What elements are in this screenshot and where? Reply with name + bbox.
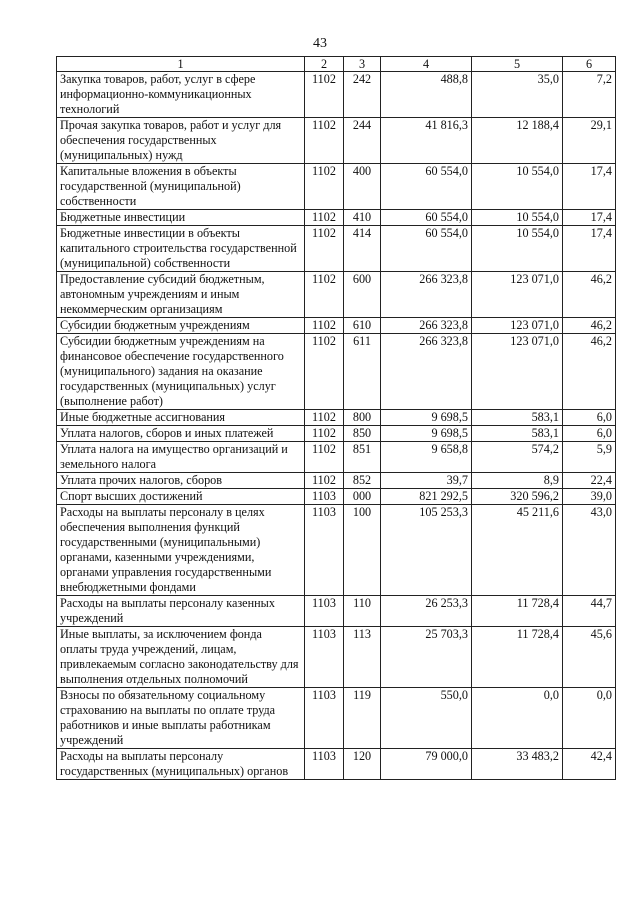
section-code-cell: 1102 (305, 410, 344, 426)
execution-percent-cell: 39,0 (563, 489, 616, 505)
execution-percent-cell: 29,1 (563, 118, 616, 164)
planned-amount-cell: 266 323,8 (381, 272, 472, 318)
execution-percent-cell: 22,4 (563, 473, 616, 489)
expense-type-code-cell: 100 (344, 505, 381, 596)
planned-amount-cell: 26 253,3 (381, 596, 472, 627)
expense-type-code-cell: 119 (344, 688, 381, 749)
table-row (57, 164, 616, 210)
actual-amount-cell: 123 071,0 (472, 334, 563, 410)
planned-amount-cell: 105 253,3 (381, 505, 472, 596)
actual-amount-cell: 10 554,0 (472, 164, 563, 210)
table-row (57, 688, 616, 749)
expense-type-code-cell: 242 (344, 72, 381, 118)
expense-type-code-cell: 414 (344, 226, 381, 272)
expense-name-cell: Взносы по обязательному социальному страхованию на выплаты по оплате труда работников и иные выплаты работникам учреждений (57, 688, 305, 749)
execution-percent-cell: 46,2 (563, 334, 616, 410)
planned-amount-cell: 39,7 (381, 473, 472, 489)
planned-amount-cell: 9 658,8 (381, 442, 472, 473)
expense-type-code-cell: 244 (344, 118, 381, 164)
planned-amount-cell: 821 292,5 (381, 489, 472, 505)
expense-type-code-cell: 000 (344, 489, 381, 505)
expense-type-code-cell: 120 (344, 749, 381, 780)
section-code-cell: 1102 (305, 226, 344, 272)
expense-name-cell: Закупка товаров, работ, услуг в сфере информационно-коммуникационных технологий (57, 72, 305, 118)
section-code-cell: 1103 (305, 688, 344, 749)
expense-type-code-cell: 852 (344, 473, 381, 489)
section-code-cell: 1102 (305, 210, 344, 226)
table-row (57, 334, 616, 410)
column-header: 2 (305, 57, 344, 72)
section-code-cell: 1102 (305, 164, 344, 210)
actual-amount-cell: 583,1 (472, 410, 563, 426)
planned-amount-cell: 488,8 (381, 72, 472, 118)
table-row (57, 72, 616, 118)
section-code-cell: 1102 (305, 334, 344, 410)
table-row (57, 210, 616, 226)
section-code-cell: 1103 (305, 505, 344, 596)
section-code-cell: 1102 (305, 118, 344, 164)
expense-type-code-cell: 850 (344, 426, 381, 442)
actual-amount-cell: 10 554,0 (472, 226, 563, 272)
expense-name-cell: Уплата налогов, сборов и иных платежей (57, 426, 305, 442)
column-header: 1 (57, 57, 305, 72)
expense-name-cell: Расходы на выплаты персоналу государственных (муниципальных) органов (57, 749, 305, 780)
execution-percent-cell: 45,6 (563, 627, 616, 688)
expense-name-cell: Бюджетные инвестиции (57, 210, 305, 226)
table-row (57, 749, 616, 780)
actual-amount-cell: 123 071,0 (472, 318, 563, 334)
budget-table (56, 56, 616, 780)
planned-amount-cell: 25 703,3 (381, 627, 472, 688)
section-code-cell: 1103 (305, 627, 344, 688)
execution-percent-cell: 46,2 (563, 272, 616, 318)
planned-amount-cell: 550,0 (381, 688, 472, 749)
expense-name-cell: Уплата прочих налогов, сборов (57, 473, 305, 489)
planned-amount-cell: 9 698,5 (381, 426, 472, 442)
expense-name-cell: Капитальные вложения в объекты государственной (муниципальной) собственности (57, 164, 305, 210)
actual-amount-cell: 33 483,2 (472, 749, 563, 780)
page-number: 43 (313, 36, 327, 51)
table-row (57, 118, 616, 164)
expense-name-cell: Прочая закупка товаров, работ и услуг для обеспечения государственных (муниципальных) нужд (57, 118, 305, 164)
actual-amount-cell: 45 211,6 (472, 505, 563, 596)
table-row (57, 596, 616, 627)
execution-percent-cell: 43,0 (563, 505, 616, 596)
section-code-cell: 1102 (305, 426, 344, 442)
actual-amount-cell: 320 596,2 (472, 489, 563, 505)
expense-name-cell: Расходы на выплаты персоналу в целях обеспечения выполнения функций государственными (муниципальными) органами, казенными учреждениями, органами управления государственными внебюджетными фондами (57, 505, 305, 596)
execution-percent-cell: 44,7 (563, 596, 616, 627)
planned-amount-cell: 60 554,0 (381, 210, 472, 226)
expense-type-code-cell: 610 (344, 318, 381, 334)
actual-amount-cell: 574,2 (472, 442, 563, 473)
execution-percent-cell: 6,0 (563, 410, 616, 426)
actual-amount-cell: 10 554,0 (472, 210, 563, 226)
column-header: 4 (381, 57, 472, 72)
table-row (57, 442, 616, 473)
table-row (57, 272, 616, 318)
column-header: 6 (563, 57, 616, 72)
execution-percent-cell: 7,2 (563, 72, 616, 118)
actual-amount-cell: 35,0 (472, 72, 563, 118)
section-code-cell: 1102 (305, 473, 344, 489)
execution-percent-cell: 6,0 (563, 426, 616, 442)
expense-type-code-cell: 800 (344, 410, 381, 426)
table-body (57, 72, 616, 780)
actual-amount-cell: 11 728,4 (472, 596, 563, 627)
expense-type-code-cell: 110 (344, 596, 381, 627)
execution-percent-cell: 42,4 (563, 749, 616, 780)
expense-name-cell: Иные бюджетные ассигнования (57, 410, 305, 426)
expense-name-cell: Спорт высших достижений (57, 489, 305, 505)
expense-type-code-cell: 600 (344, 272, 381, 318)
table-row (57, 318, 616, 334)
execution-percent-cell: 5,9 (563, 442, 616, 473)
actual-amount-cell: 12 188,4 (472, 118, 563, 164)
section-code-cell: 1102 (305, 442, 344, 473)
expense-name-cell: Уплата налога на имущество организаций и земельного налога (57, 442, 305, 473)
expense-name-cell: Расходы на выплаты персоналу казенных учреждений (57, 596, 305, 627)
table-row (57, 226, 616, 272)
column-header: 3 (344, 57, 381, 72)
planned-amount-cell: 41 816,3 (381, 118, 472, 164)
planned-amount-cell: 9 698,5 (381, 410, 472, 426)
execution-percent-cell: 0,0 (563, 688, 616, 749)
table-row (57, 426, 616, 442)
expense-name-cell: Предоставление субсидий бюджетным, автономным учреждениям и иным некоммерческим организациям (57, 272, 305, 318)
execution-percent-cell: 17,4 (563, 164, 616, 210)
table-row (57, 505, 616, 596)
actual-amount-cell: 11 728,4 (472, 627, 563, 688)
header-row (57, 57, 616, 72)
planned-amount-cell: 60 554,0 (381, 164, 472, 210)
table-row (57, 410, 616, 426)
expense-type-code-cell: 851 (344, 442, 381, 473)
expense-name-cell: Субсидии бюджетным учреждениям (57, 318, 305, 334)
planned-amount-cell: 79 000,0 (381, 749, 472, 780)
expense-name-cell: Иные выплаты, за исключением фонда оплаты труда учреждений, лицам, привлекаемым согласно законодательству для выполнения отдельных полномочий (57, 627, 305, 688)
section-code-cell: 1102 (305, 318, 344, 334)
expense-name-cell: Бюджетные инвестиции в объекты капитального строительства государственной (муниципальной) собственности (57, 226, 305, 272)
section-code-cell: 1103 (305, 596, 344, 627)
table-row (57, 489, 616, 505)
expense-type-code-cell: 113 (344, 627, 381, 688)
section-code-cell: 1102 (305, 272, 344, 318)
execution-percent-cell: 46,2 (563, 318, 616, 334)
column-header: 5 (472, 57, 563, 72)
table-row (57, 473, 616, 489)
execution-percent-cell: 17,4 (563, 226, 616, 272)
section-code-cell: 1103 (305, 749, 344, 780)
section-code-cell: 1103 (305, 489, 344, 505)
expense-type-code-cell: 410 (344, 210, 381, 226)
actual-amount-cell: 583,1 (472, 426, 563, 442)
actual-amount-cell: 8,9 (472, 473, 563, 489)
execution-percent-cell: 17,4 (563, 210, 616, 226)
planned-amount-cell: 60 554,0 (381, 226, 472, 272)
section-code-cell: 1102 (305, 72, 344, 118)
actual-amount-cell: 123 071,0 (472, 272, 563, 318)
expense-type-code-cell: 611 (344, 334, 381, 410)
actual-amount-cell: 0,0 (472, 688, 563, 749)
planned-amount-cell: 266 323,8 (381, 318, 472, 334)
planned-amount-cell: 266 323,8 (381, 334, 472, 410)
table-row (57, 627, 616, 688)
expense-name-cell: Субсидии бюджетным учреждениям на финансовое обеспечение государственного (муниципального) задания на оказание государственных (муниципальных) услуг (выполнение работ) (57, 334, 305, 410)
expense-type-code-cell: 400 (344, 164, 381, 210)
